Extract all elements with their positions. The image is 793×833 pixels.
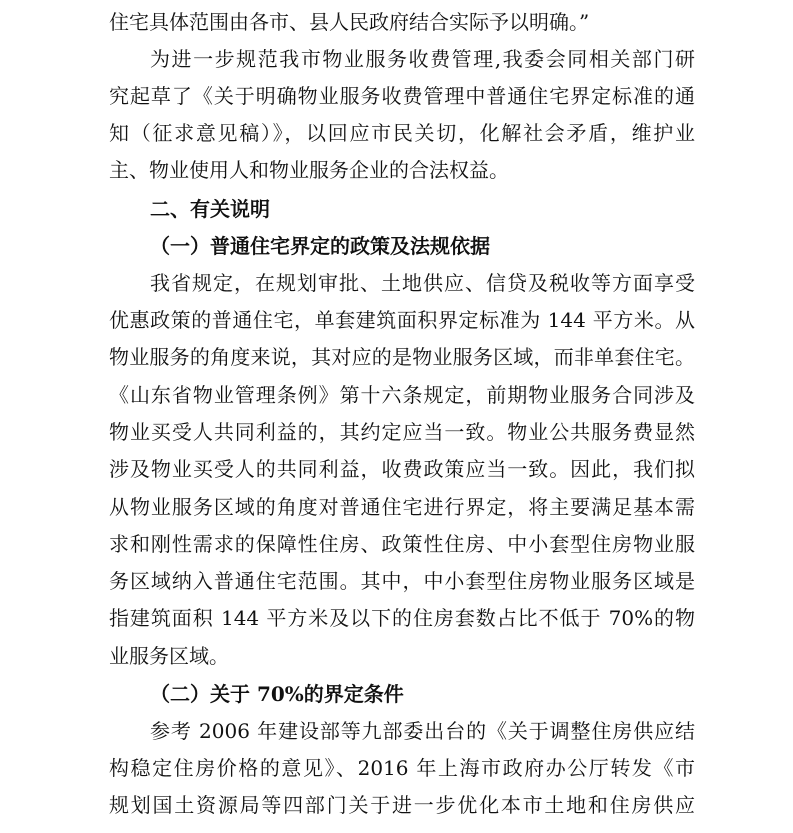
- paragraph-line: 参考 2006 年建设部等九部委出台的《关于调整住房供应结: [150, 719, 695, 743]
- subsection-heading: （二）关于 70%的界定条件: [150, 682, 404, 706]
- paragraph-line: 构稳定住房价格的意见》、2016 年上海市政府办公厅转发《市: [109, 756, 695, 780]
- paragraph-line: 涉及物业买受人的共同利益，收费政策应当一致。因此，我们拟: [109, 457, 695, 481]
- paragraph-line: 规划国土资源局等四部门关于进一步优化本市土地和住房供应: [109, 793, 695, 817]
- section-heading: 二、有关说明: [150, 197, 270, 221]
- subsection-heading: （一）普通住宅界定的政策及法规依据: [150, 234, 490, 258]
- paragraph-line: 知（征求意见稿）》，以回应市民关切，化解社会矛盾，维护业: [109, 121, 695, 145]
- paragraph-line: 《山东省物业管理条例》第十六条规定，前期物业服务合同涉及: [109, 383, 695, 407]
- paragraph-line: 为进一步规范我市物业服务收费管理,我委会同相关部门研: [150, 47, 695, 71]
- paragraph-line: 主、物业使用人和物业服务企业的合法权益。: [109, 158, 509, 182]
- paragraph-line: 务区域纳入普通住宅范围。其中，中小套型住房物业服务区域是: [109, 569, 695, 593]
- paragraph-line: 究起草了《关于明确物业服务收费管理中普通住宅界定标准的通: [109, 84, 695, 108]
- paragraph-line: 从物业服务区域的角度对普通住宅进行界定，将主要满足基本需: [109, 495, 695, 519]
- paragraph-line: 求和刚性需求的保障性住房、政策性住房、中小套型住房物业服: [109, 532, 695, 556]
- paragraph-line: 我省规定，在规划审批、土地供应、信贷及税收等方面享受: [150, 271, 695, 295]
- paragraph-line: 业服务区域。: [109, 644, 229, 668]
- paragraph-line: 优惠政策的普通住宅，单套建筑面积界定标准为 144 平方米。从: [109, 308, 695, 332]
- paragraph-line: 指建筑面积 144 平方米及以下的住房套数占比不低于 70%的物: [109, 606, 695, 630]
- paragraph-line: 物业买受人共同利益的，其约定应当一致。物业公共服务费显然: [109, 420, 695, 444]
- paragraph-line: 住宅具体范围由各市、县人民政府结合实际予以明确。”: [109, 10, 590, 34]
- paragraph-line: 物业服务的角度来说，其对应的是物业服务区域，而非单套住宅。: [109, 345, 695, 369]
